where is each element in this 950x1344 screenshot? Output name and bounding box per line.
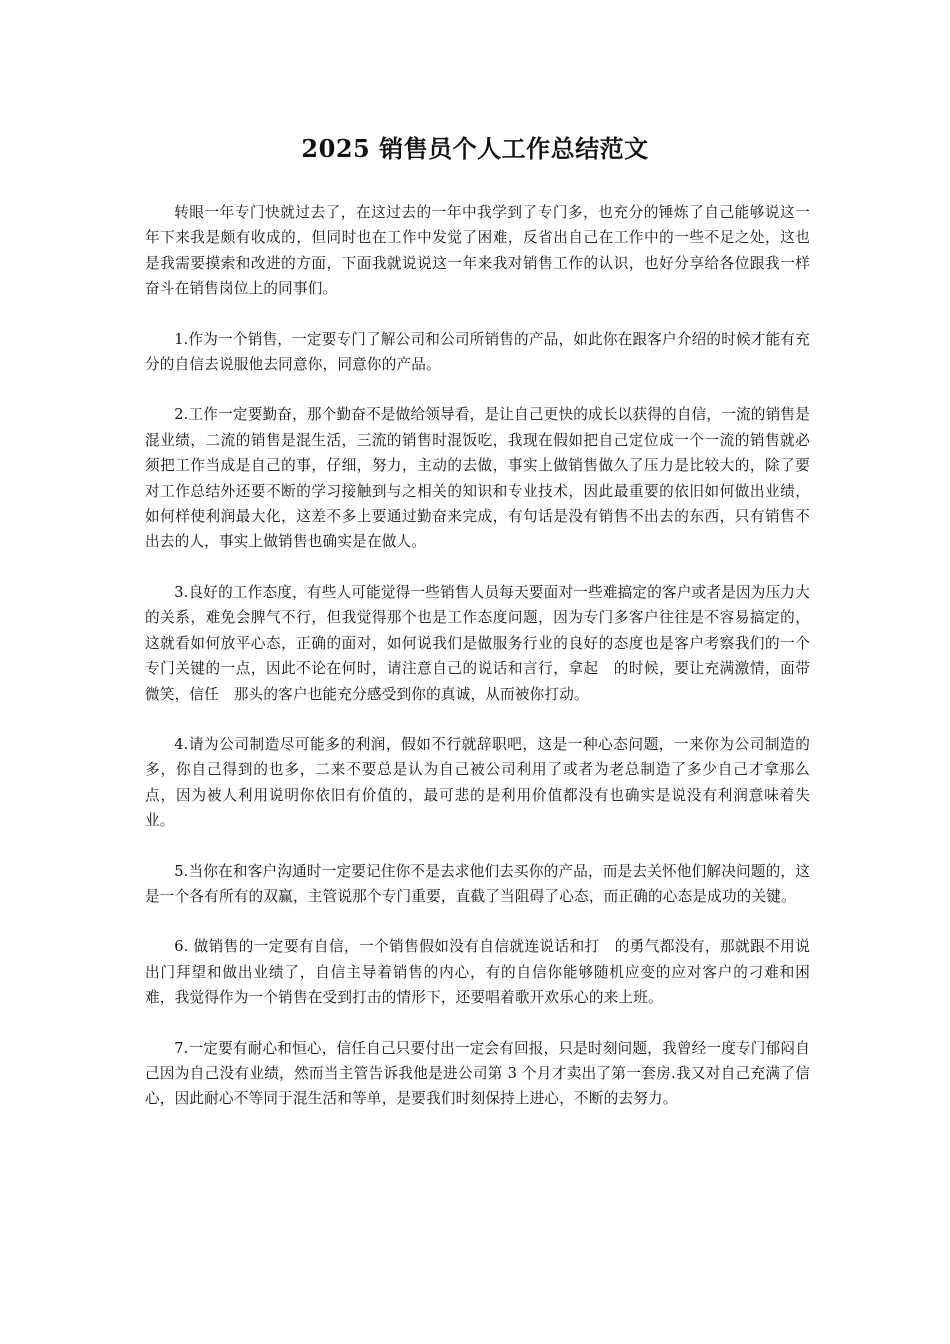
paragraph-point-7: 7.一定要有耐心和恒心，信任自己只要付出一定会有回报，只是时刻问题，我曾经一度专门郁闷自己因为自己没有业绩，然而当主管告诉我他是进公司第 3 个月才卖出了第一套房.我又对自己充满了信心，因此耐心不等同于混生活和等单，是要我们时刻保持上进心，不断的去努力。 xyxy=(145,1039,810,1108)
paragraph-point-3: 3.良好的工作态度，有些人可能觉得一些销售人员每天要面对一些难搞定的客户或者是因为压力大的关系，难免会脾气不行，但我觉得那个也是工作态度问题，因为专门多客户往往是不容易搞定的，这就看如何放平心态，正确的面对，如何说我们是做服务行业的良好的态度也是客户考察我们的一个专门关键的一点，因此不论在何时，请注意自己的说话和言行，拿起 的时候，要让充满激情，面带微笑，信任 那头的客户也能充分感受到你的真诚，从而被你打动。 xyxy=(145,583,810,703)
paragraph-point-2: 2.工作一定要勤奋，那个勤奋不是做给领导看，是让自己更快的成长以获得的自信，一流的销售是混业绩，二流的销售是混生活，三流的销售时混饭吃，我现在假如把自己定位成一个一流的销售就必须把工作当成是自己的事，仔细，努力，主动的去做，事实上做销售做久了压力是比较大的，除了要对工作总结外还要不断的学习接触到与之相关的知识和专业技术，因此最重要的依旧如何做出业绩，如何样使利润最大化，这差不多上要通过勤奋来完成，有句话是没有销售不出去的东西，只有销售不出去的人，事实上做销售也确实是在做人。 xyxy=(145,406,810,551)
paragraph-point-5: 5.当你在和客户沟通时一定要记住你不是去求他们去买你的产品，而是去关怀他们解决问题的，这是一个各有所有的双赢，主管说那个专门重要，直截了当阻碍了心态，而正确的心态是成功的关键。 xyxy=(145,862,810,905)
document-body xyxy=(145,200,810,1137)
paragraph-point-4: 4.请为公司制造尽可能多的利润，假如不行就辞职吧，这是一种心态问题，一来你为公司制造的多，你自己得到的也多，二来不要总是认为自己被公司利用了或者为老总制造了多少自己才拿那么点，因为被人利用说明你依旧有价值的，最可悲的是利用价值都没有也确实是说没有利润意味着失业。 xyxy=(145,735,810,830)
paragraph-intro: 转眼一年专门快就过去了，在这过去的一年中我学到了专门多，也充分的锤炼了自己能够说这一年下来我是颇有收成的，但同时也在工作中发觉了困难，反省出自己在工作中的一些不足之处，这也是我需要摸索和改进的方面，下面我就说说这一年来我对销售工作的认识，也好分享给各位跟我一样奋斗在销售岗位上的同事们。 xyxy=(145,204,810,298)
paragraph-point-6: 6. 做销售的一定要有自信，一个销售假如没有自信就连说话和打 的勇气都没有，那就跟不用说出门拜望和做出业绩了，自信主导着销售的内心，有的自信你能够随机应变的应对客户的刁难和困难，我觉得作为一个销售在受到打击的情形下，还要唱着歌开欢乐心的来上班。 xyxy=(145,938,810,1007)
paragraph-point-1: 1.作为一个销售，一定要专门了解公司和公司所销售的产品，如此你在跟客户介绍的时候才能有充分的自信去说服他去同意你，同意你的产品。 xyxy=(145,330,810,374)
document-title: 2025 销售员个人工作总结范文 xyxy=(301,134,649,163)
